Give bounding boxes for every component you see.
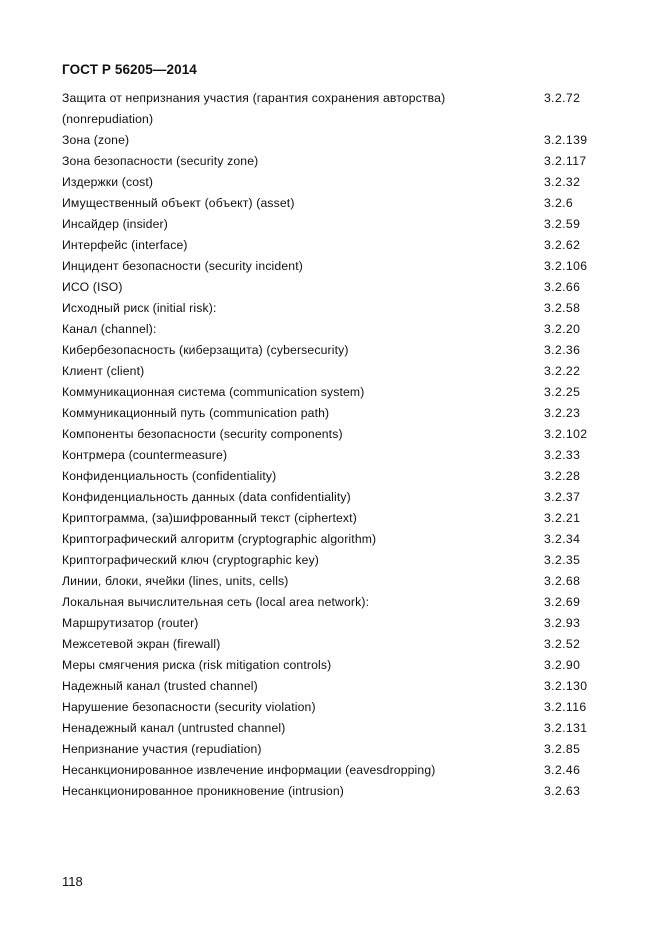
index-term: Контрмера (countermeasure)	[62, 448, 228, 462]
index-entry	[62, 172, 602, 193]
index-reference: 3.2.62	[544, 238, 581, 252]
term-index-list	[62, 88, 602, 802]
index-entry	[62, 613, 602, 634]
index-term: Конфиденциальность (confidentiality)	[62, 469, 277, 483]
index-entry	[62, 529, 602, 550]
index-reference: 3.2.102	[544, 427, 588, 441]
index-term: Коммуникационный путь (communication path)	[62, 406, 330, 420]
index-entry	[62, 403, 602, 424]
index-reference: 3.2.20	[544, 322, 581, 336]
index-reference: 3.2.59	[544, 217, 581, 231]
index-entry	[62, 508, 602, 529]
index-term: Межсетевой экран (firewall)	[62, 637, 221, 651]
index-term: Непризнание участия (repudiation)	[62, 742, 262, 756]
index-term: Коммуникационная система (communication system)	[62, 385, 365, 399]
index-entry	[62, 298, 602, 319]
index-entry	[62, 466, 602, 487]
document-header: ГОСТ Р 56205—2014	[62, 62, 197, 77]
index-entry	[62, 235, 602, 256]
index-entry	[62, 781, 602, 802]
index-reference: 3.2.52	[544, 637, 581, 651]
index-term: Клиент (client)	[62, 364, 145, 378]
index-reference: 3.2.131	[544, 721, 588, 735]
index-entry	[62, 214, 602, 235]
index-term: Конфиденциальность данных (data confidentiality)	[62, 490, 351, 504]
index-reference: 3.2.22	[544, 364, 581, 378]
index-term: ИСО (ISO)	[62, 280, 123, 294]
index-reference: 3.2.68	[544, 574, 581, 588]
index-entry	[62, 739, 602, 760]
index-term: Издержки (cost)	[62, 175, 154, 189]
index-entry	[62, 676, 602, 697]
index-term: Криптографический алгоритм (cryptographic algorithm)	[62, 532, 377, 546]
index-reference: 3.2.28	[544, 469, 581, 483]
index-reference: 3.2.32	[544, 175, 581, 189]
index-term: Несанкционированное проникновение (intrusion)	[62, 784, 344, 798]
index-entry	[62, 571, 602, 592]
index-reference: 3.2.69	[544, 595, 581, 609]
index-reference: 3.2.33	[544, 448, 581, 462]
index-term: Криптографический ключ (cryptographic key)	[62, 553, 320, 567]
index-term: Защита от непризнания участия (гарантия сохранения авторства) (nonrepudiation)	[62, 91, 446, 126]
index-reference: 3.2.85	[544, 742, 581, 756]
index-entry	[62, 550, 602, 571]
index-entry	[62, 718, 602, 739]
index-term: Локальная вычислительная сеть (local area network):	[62, 595, 370, 609]
index-entry	[62, 655, 602, 676]
index-term: Криптограмма, (за)шифрованный текст (ciphertext)	[62, 511, 357, 525]
index-term: Кибербезопасность (киберзащита) (cybersecurity)	[62, 343, 349, 357]
index-entry	[62, 151, 602, 172]
index-term: Компоненты безопасности (security components)	[62, 427, 343, 441]
index-term: Зона (zone)	[62, 133, 130, 147]
index-reference: 3.2.63	[544, 784, 581, 798]
page-number: 118	[62, 874, 83, 889]
index-reference: 3.2.46	[544, 763, 581, 777]
index-term: Несанкционированное извлечение информации (eavesdropping)	[62, 763, 436, 777]
index-reference: 3.2.58	[544, 301, 581, 315]
index-entry	[62, 340, 602, 361]
index-term: Зона безопасности (security zone)	[62, 154, 259, 168]
index-reference: 3.2.116	[544, 700, 587, 714]
index-reference: 3.2.36	[544, 343, 581, 357]
index-entry	[62, 256, 602, 277]
index-term: Линии, блоки, ячейки (lines, units, cells)	[62, 574, 289, 588]
index-reference: 3.2.37	[544, 490, 581, 504]
index-reference: 3.2.130	[544, 679, 588, 693]
index-entry	[62, 487, 602, 508]
index-term: Меры смягчения риска (risk mitigation controls)	[62, 658, 332, 672]
index-entry	[62, 697, 602, 718]
index-reference: 3.2.72	[544, 91, 581, 105]
index-entry	[62, 88, 602, 130]
index-term: Исходный риск (initial risk):	[62, 301, 217, 315]
index-entry	[62, 592, 602, 613]
index-reference: 3.2.25	[544, 385, 581, 399]
index-entry	[62, 382, 602, 403]
index-reference: 3.2.106	[544, 259, 588, 273]
index-term: Нарушение безопасности (security violation)	[62, 700, 316, 714]
index-term: Инцидент безопасности (security incident)	[62, 259, 303, 273]
index-reference: 3.2.90	[544, 658, 581, 672]
index-entry	[62, 277, 602, 298]
index-reference: 3.2.66	[544, 280, 581, 294]
index-reference: 3.2.117	[544, 154, 587, 168]
index-entry	[62, 445, 602, 466]
index-reference: 3.2.35	[544, 553, 581, 567]
index-term: Имущественный объект (объект) (asset)	[62, 196, 295, 210]
index-term: Инсайдер (insider)	[62, 217, 168, 231]
index-term: Интерфейс (interface)	[62, 238, 188, 252]
index-entry	[62, 760, 602, 781]
index-term: Надежный канал (trusted channel)	[62, 679, 258, 693]
index-entry	[62, 634, 602, 655]
index-reference: 3.2.23	[544, 406, 581, 420]
index-reference: 3.2.21	[544, 511, 581, 525]
index-entry	[62, 361, 602, 382]
index-term: Канал (channel):	[62, 322, 157, 336]
index-term: Маршрутизатор (router)	[62, 616, 199, 630]
index-term: Ненадежный канал (untrusted channel)	[62, 721, 286, 735]
index-entry	[62, 130, 602, 151]
index-entry	[62, 424, 602, 445]
index-reference: 3.2.93	[544, 616, 581, 630]
index-reference: 3.2.34	[544, 532, 581, 546]
index-entry	[62, 319, 602, 340]
index-reference: 3.2.139	[544, 133, 588, 147]
index-entry	[62, 193, 602, 214]
index-reference: 3.2.6	[544, 196, 574, 210]
